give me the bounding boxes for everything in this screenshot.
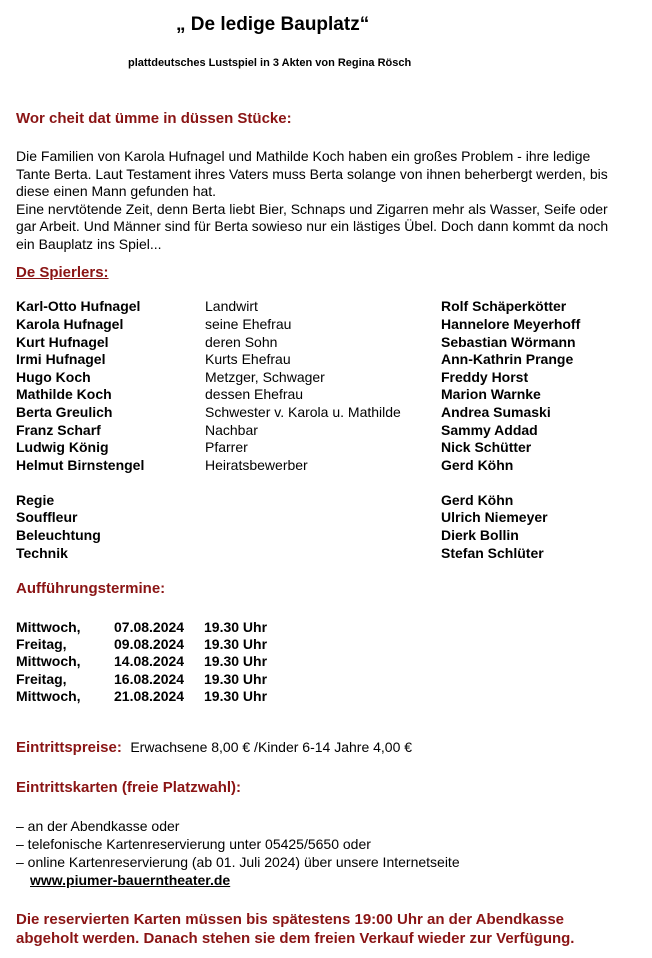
cast-description: Landwirt [205, 298, 258, 314]
notice-line: Die reservierten Karten müssen bis spätestens 19:00 Uhr an der Abendkasse [16, 911, 565, 928]
story-line: gar Arbeit. Und Männer sind für Berta sowieso nur ein lästiges Übel. Doch dann kommt da noch [16, 218, 609, 234]
date-day: Mittwoch, [16, 653, 81, 669]
date-time: 19.30 Uhr [204, 653, 268, 669]
cast-description: Pfarrer [205, 439, 248, 455]
cast-actor: Nick Schütter [441, 439, 532, 455]
tickets-item: – an der Abendkasse oder [16, 818, 180, 834]
page-title: „ De ledige Bauplatz“ [176, 14, 370, 35]
cast-actor: Andrea Sumaski [441, 404, 551, 420]
date-value: 07.08.2024 [114, 619, 185, 635]
cast-actor: Sebastian Wörmann [441, 334, 576, 350]
cast-role: Helmut Birnstengel [16, 457, 145, 473]
reservation-notice [16, 910, 574, 948]
crew-person: Ulrich Niemeyer [441, 509, 548, 525]
cast-role: Mathilde Koch [16, 386, 112, 402]
tickets-list [16, 817, 460, 889]
cast-description: seine Ehefrau [205, 316, 292, 332]
crew-role: Beleuchtung [16, 527, 101, 543]
cast-role: Franz Scharf [16, 422, 101, 438]
tickets-item: – telefonische Kartenreservierung unter 05425/5650 oder [16, 836, 371, 852]
date-time: 19.30 Uhr [204, 636, 268, 652]
story-line: Tante Berta. Laut Testament ihres Vaters muss Berta solange von ihnen beherbergt werden, bis [16, 165, 608, 182]
cast-description: Nachbar [205, 422, 258, 438]
story-paragraph [16, 148, 644, 253]
crew-person: Dierk Bollin [441, 527, 519, 543]
story-line: diese einen Mann gefunden hat. [16, 183, 217, 199]
cast-actor: Marion Warnke [441, 386, 541, 402]
date-value: 16.08.2024 [114, 671, 185, 687]
crew-person: Gerd Köhn [441, 492, 514, 508]
cast-actor: Gerd Köhn [441, 457, 514, 473]
prices-value: Erwachsene 8,00 € /Kinder 6-14 Jahre 4,00 € [130, 739, 413, 755]
page-subtitle: plattdeutsches Lustspiel in 3 Akten von Regina Rösch [128, 57, 412, 69]
cast-role: Ludwig König [16, 439, 109, 455]
date-value: 21.08.2024 [114, 688, 185, 704]
cast-description: Kurts Ehefrau [205, 351, 291, 367]
cast-role: Irmi Hufnagel [16, 351, 106, 367]
date-day: Freitag, [16, 636, 67, 652]
story-line: Die Familien von Karola Hufnagel und Mathilde Koch haben ein großes Problem - ihre ledige [16, 148, 591, 164]
cast-actor: Sammy Addad [441, 422, 538, 438]
cast-role: Karl-Otto Hufnagel [16, 298, 141, 314]
cast-actor: Hannelore Meyerhoff [441, 316, 581, 332]
date-day: Freitag, [16, 671, 67, 687]
cast-description: dessen Ehefrau [205, 386, 304, 402]
crew-role: Regie [16, 492, 55, 508]
date-value: 14.08.2024 [114, 653, 185, 669]
cast-role: Karola Hufnagel [16, 316, 124, 332]
cast-actor: Ann-Kathrin Prange [441, 351, 574, 367]
tickets-heading: Eintrittskarten (freie Platzwahl): [16, 779, 242, 796]
date-time: 19.30 Uhr [204, 671, 268, 687]
dates-heading: Aufführungstermine: [16, 580, 166, 597]
cast-description: Metzger, Schwager [205, 369, 325, 385]
tickets-item: – online Kartenreservierung (ab 01. Juli 2024) über unsere Internetseite [16, 854, 460, 870]
story-line: Eine nervtötende Zeit, denn Berta liebt Bier, Schnaps und Zigarren mehr als Wasser, Seife oder [16, 200, 608, 217]
date-time: 19.30 Uhr [204, 619, 268, 635]
crew-role: Technik [16, 545, 68, 561]
notice-line: abgeholt werden. Danach stehen sie dem freien Verkauf wieder zur Verfügung. [16, 930, 575, 947]
cast-actor: Freddy Horst [441, 369, 529, 385]
website-link[interactable]: www.piumer-bauerntheater.de [30, 872, 231, 888]
date-value: 09.08.2024 [114, 636, 185, 652]
cast-description: Heiratsbewerber [205, 457, 308, 473]
crew-person: Stefan Schlüter [441, 545, 544, 561]
cast-description: deren Sohn [205, 334, 278, 350]
cast-heading: De Spierlers: [16, 264, 109, 281]
prices-label: Eintrittspreise: [16, 739, 122, 756]
date-day: Mittwoch, [16, 619, 81, 635]
story-line: ein Bauplatz ins Spiel... [16, 235, 162, 252]
cast-description: Schwester v. Karola u. Mathilde [205, 404, 401, 420]
cast-role: Berta Greulich [16, 404, 113, 420]
story-heading: Wor cheit dat ümme in düssen Stücke: [16, 110, 292, 127]
crew-role: Souffleur [16, 509, 78, 525]
cast-actor: Rolf Schäperkötter [441, 298, 567, 314]
date-time: 19.30 Uhr [204, 688, 268, 704]
prices-line [16, 739, 412, 757]
cast-role: Hugo Koch [16, 369, 91, 385]
date-day: Mittwoch, [16, 688, 81, 704]
cast-role: Kurt Hufnagel [16, 334, 109, 350]
